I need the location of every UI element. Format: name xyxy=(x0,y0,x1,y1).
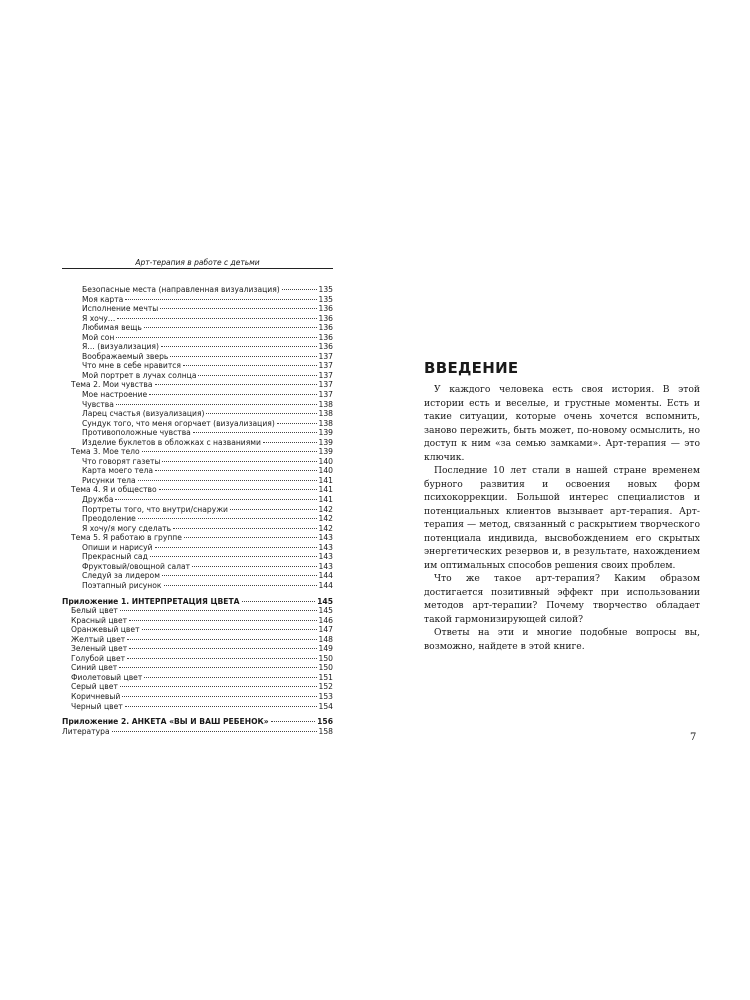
toc-entry-title: Приложение 2. АНКЕТА «ВЫ И ВАШ РЕБЕНОК» xyxy=(62,717,269,727)
toc-leader-dots xyxy=(122,696,316,697)
toc-leader-dots xyxy=(144,677,316,678)
toc-entry-title: Поэтапный рисунок xyxy=(82,580,162,590)
toc-entry xyxy=(62,597,333,607)
intro-paragraph-2: Последние 10 лет стали в нашей стране временем бурного развития и освоения новых форм психокоррекции. Большой интерес специалистов и потенциальных клиентов вызывает арт-терапия. Арт-терапия — метод, связанный с раскрытием творческого потенциала индивида, высвобождением его скрытых энергетических резервов и, в результате, нахождением им оптимальных способов решения своих проблем. xyxy=(424,465,700,571)
toc-entry xyxy=(62,663,333,673)
toc-entry-page: 136 xyxy=(318,304,333,314)
toc-entry xyxy=(62,419,333,429)
toc-leader-dots xyxy=(170,356,316,357)
toc-entry-page: 136 xyxy=(318,323,333,333)
toc-entry-page: 140 xyxy=(318,456,333,466)
toc-entry xyxy=(62,485,333,495)
toc-leader-dots xyxy=(155,470,316,471)
toc-entry-title: Воображаемый зверь xyxy=(82,351,169,361)
table-of-contents xyxy=(62,285,333,736)
toc-entry-page: 141 xyxy=(318,495,333,505)
toc-leader-dots xyxy=(184,537,317,538)
toc-entry-page: 154 xyxy=(318,701,333,711)
toc-entry xyxy=(62,682,333,692)
toc-entry xyxy=(62,495,333,505)
toc-entry xyxy=(62,727,333,737)
toc-leader-dots xyxy=(161,346,317,347)
toc-entry xyxy=(62,625,333,635)
toc-leader-dots xyxy=(129,620,316,621)
toc-entry-page: 148 xyxy=(318,634,333,644)
toc-entry xyxy=(62,644,333,654)
toc-entry-title: Следуй за лидером xyxy=(82,571,160,581)
toc-entry-title: Литература xyxy=(62,726,110,736)
toc-leader-dots xyxy=(198,375,316,376)
toc-entry-title: Тема 3. Мое тело xyxy=(71,447,140,457)
toc-entry-title: Фиолетовый цвет xyxy=(71,672,143,682)
toc-entry xyxy=(62,635,333,645)
toc-entry-title: Фруктовый/овощной салат xyxy=(82,561,191,571)
toc-leader-dots xyxy=(173,528,316,529)
toc-entry xyxy=(62,533,333,543)
toc-leader-dots xyxy=(193,432,317,433)
toc-entry-title: Исполнение мечты xyxy=(82,304,159,314)
toc-leader-dots xyxy=(149,394,316,395)
toc-entry-title: Тема 2. Мои чувства xyxy=(71,380,153,390)
toc-entry-page: 143 xyxy=(318,533,333,543)
toc-entry xyxy=(62,304,333,314)
toc-leader-dots xyxy=(282,289,317,290)
toc-entry-title: Красный цвет xyxy=(71,615,128,625)
toc-entry-title: Серый цвет xyxy=(71,682,118,692)
toc-entry xyxy=(62,702,333,712)
toc-entry-page: 137 xyxy=(318,390,333,400)
toc-leader-dots xyxy=(120,686,317,687)
toc-leader-dots xyxy=(138,480,317,481)
toc-leader-dots xyxy=(271,721,315,722)
toc-entry xyxy=(62,400,333,410)
toc-leader-dots xyxy=(160,308,316,309)
toc-entry-page: 149 xyxy=(318,644,333,654)
toc-leader-dots xyxy=(263,442,317,443)
toc-entry-page: 138 xyxy=(318,409,333,419)
toc-entry-title: Сундук того, что меня огорчает (визуализация) xyxy=(82,418,275,428)
toc-entry-page: 139 xyxy=(318,437,333,447)
toc-entry xyxy=(62,717,333,727)
toc-entry xyxy=(62,505,333,515)
toc-leader-dots xyxy=(142,629,317,630)
toc-entry-page: 143 xyxy=(318,561,333,571)
toc-entry-page: 144 xyxy=(318,580,333,590)
toc-entry-title: Оранжевый цвет xyxy=(71,625,140,635)
toc-entry-page: 136 xyxy=(318,313,333,323)
toc-entry-title: Изделие буклетов в обложках с названиями xyxy=(82,437,261,447)
toc-entry-page: 147 xyxy=(318,625,333,635)
toc-entry xyxy=(62,466,333,476)
toc-entry-page: 136 xyxy=(318,342,333,352)
toc-entry-page: 137 xyxy=(318,361,333,371)
toc-leader-dots xyxy=(112,731,317,732)
toc-entry-page: 140 xyxy=(318,466,333,476)
toc-entry-page: 139 xyxy=(318,447,333,457)
toc-entry xyxy=(62,428,333,438)
toc-entry-page: 137 xyxy=(318,380,333,390)
toc-entry-page: 143 xyxy=(318,542,333,552)
toc-entry-title: Прекрасный сад xyxy=(82,552,148,562)
toc-leader-dots xyxy=(155,384,317,385)
toc-leader-dots xyxy=(192,566,316,567)
toc-entry-page: 150 xyxy=(318,653,333,663)
toc-entry xyxy=(62,654,333,664)
toc-entry xyxy=(62,314,333,324)
toc-entry-title: Я… (визуализация) xyxy=(82,342,159,352)
toc-entry xyxy=(62,673,333,683)
toc-entry-title: Желтый цвет xyxy=(71,634,126,644)
toc-entry-page: 158 xyxy=(318,726,333,736)
toc-entry-title: Что говорят газеты xyxy=(82,456,161,466)
toc-entry-title: Карта моего тела xyxy=(82,466,154,476)
toc-entry-title: Мой портрет в лучах солнца xyxy=(82,370,197,380)
toc-leader-dots xyxy=(277,423,317,424)
toc-entry-title: Моя карта xyxy=(82,294,124,304)
toc-entry xyxy=(62,514,333,524)
toc-leader-dots xyxy=(164,585,317,586)
page-number: 7 xyxy=(690,732,697,743)
toc-entry xyxy=(62,581,333,591)
toc-entry-page: 138 xyxy=(318,399,333,409)
toc-leader-dots xyxy=(183,365,317,366)
toc-entry-title: Синий цвет xyxy=(71,663,118,673)
toc-entry-title: Дружба xyxy=(82,495,114,505)
toc-leader-dots xyxy=(142,451,317,452)
toc-entry-title: Противоположные чувства xyxy=(82,428,191,438)
left-page xyxy=(62,258,333,736)
toc-entry-page: 156 xyxy=(317,717,333,727)
toc-entry-page: 141 xyxy=(318,485,333,495)
toc-leader-dots xyxy=(125,299,316,300)
toc-leader-dots xyxy=(120,610,317,611)
toc-entry-title: Я хочу… xyxy=(82,313,116,323)
toc-entry-page: 151 xyxy=(318,672,333,682)
toc-leader-dots xyxy=(159,489,317,490)
toc-entry xyxy=(62,457,333,467)
toc-entry-title: Любимая вещь xyxy=(82,323,142,333)
toc-entry-title: Мое настроение xyxy=(82,390,148,400)
toc-entry-page: 142 xyxy=(318,523,333,533)
toc-entry-page: 143 xyxy=(318,552,333,562)
intro-paragraph-3: Что же такое арт-терапия? Каким образом достигается позитивный эффект при использовании методов арт-терапии? Почему творчество обладает такой гармонизирующей силой? xyxy=(424,573,700,625)
toc-entry-page: 150 xyxy=(318,663,333,673)
toc-entry-page: 146 xyxy=(318,615,333,625)
toc-leader-dots xyxy=(206,413,316,414)
toc-entry-title: Приложение 1. ИНТЕРПРЕТАЦИЯ ЦВЕТА xyxy=(62,596,240,606)
toc-entry-title: Зеленый цвет xyxy=(71,644,128,654)
toc-leader-dots xyxy=(117,318,316,319)
toc-entry-page: 144 xyxy=(318,571,333,581)
toc-entry-title: Портреты того, что внутри/снаружи xyxy=(82,504,228,514)
right-page xyxy=(424,353,700,653)
toc-entry-title: Тема 5. Я работаю в группе xyxy=(71,533,182,543)
toc-entry xyxy=(62,285,333,295)
toc-entry xyxy=(62,552,333,562)
toc-entry-title: Преодоление xyxy=(82,514,136,524)
toc-entry xyxy=(62,323,333,333)
toc-entry-page: 135 xyxy=(318,285,333,294)
toc-entry-page: 145 xyxy=(318,606,333,616)
running-head: Арт-терапия в работе с детьми xyxy=(62,258,333,269)
toc-entry xyxy=(62,295,333,305)
toc-leader-dots xyxy=(150,556,317,557)
toc-leader-dots xyxy=(138,518,317,519)
toc-entry-page: 141 xyxy=(318,475,333,485)
toc-leader-dots xyxy=(144,327,317,328)
toc-entry-title: Тема 4. Я и общество xyxy=(71,485,157,495)
toc-entry xyxy=(62,333,333,343)
toc-leader-dots xyxy=(127,658,316,659)
toc-entry xyxy=(62,447,333,457)
toc-entry xyxy=(62,562,333,572)
intro-paragraph-1: У каждого человека есть своя история. В этой истории есть и веселые, и грустные моменты. Есть и такие ситуации, которые очень хочется вспомнить, заново пережить, быть может, по-новому осмыслить, но доступ к ним «за семью замками». Арт-терапия — это ключик. xyxy=(424,384,700,463)
toc-entry xyxy=(62,524,333,534)
toc-entry-title: Голубой цвет xyxy=(71,653,126,663)
toc-entry-page: 142 xyxy=(318,504,333,514)
toc-entry xyxy=(62,616,333,626)
toc-entry-title: Опиши и нарисуй xyxy=(82,542,153,552)
toc-entry-title: Ларец счастья (визуализация) xyxy=(82,409,205,419)
toc-entry-page: 138 xyxy=(318,418,333,428)
toc-entry-title: Мой сон xyxy=(82,332,115,342)
toc-entry xyxy=(62,380,333,390)
toc-leader-dots xyxy=(115,499,316,500)
toc-entry xyxy=(62,361,333,371)
toc-leader-dots xyxy=(119,667,316,668)
toc-entry-page: 137 xyxy=(318,351,333,361)
toc-entry-title: Белый цвет xyxy=(71,606,118,616)
toc-entry-title: Черный цвет xyxy=(71,701,123,711)
toc-entry xyxy=(62,352,333,362)
toc-entry-page: 142 xyxy=(318,514,333,524)
toc-entry xyxy=(62,409,333,419)
toc-entry-page: 139 xyxy=(318,428,333,438)
toc-entry-page: 137 xyxy=(318,370,333,380)
toc-entry-title: Чувства xyxy=(82,399,114,409)
toc-entry-title: Что мне в себе нравится xyxy=(82,361,181,371)
toc-entry xyxy=(62,571,333,581)
toc-leader-dots xyxy=(242,601,316,602)
toc-leader-dots xyxy=(116,337,316,338)
toc-leader-dots xyxy=(162,575,317,576)
toc-leader-dots xyxy=(155,547,317,548)
toc-entry-page: 153 xyxy=(318,691,333,701)
toc-entry-title: Коричневый xyxy=(71,691,121,701)
toc-entry xyxy=(62,476,333,486)
toc-entry-page: 145 xyxy=(317,596,333,606)
toc-leader-dots xyxy=(116,404,317,405)
toc-entry-page: 152 xyxy=(318,682,333,692)
toc-entry xyxy=(62,543,333,553)
toc-entry-title: Безопасные места (направленная визуализация) xyxy=(82,285,280,294)
toc-entry xyxy=(62,390,333,400)
toc-leader-dots xyxy=(125,706,317,707)
toc-leader-dots xyxy=(127,639,316,640)
toc-leader-dots xyxy=(230,509,317,510)
intro-paragraph-4: Ответы на эти и многие подобные вопросы вы, возможно, найдете в этой книге. xyxy=(424,627,700,652)
toc-leader-dots xyxy=(129,648,316,649)
chapter-title: ВВЕДЕНИЕ xyxy=(424,359,519,377)
toc-entry xyxy=(62,692,333,702)
toc-leader-dots xyxy=(162,461,316,462)
toc-entry-page: 135 xyxy=(318,294,333,304)
toc-entry xyxy=(62,342,333,352)
toc-entry xyxy=(62,371,333,381)
toc-entry xyxy=(62,606,333,616)
toc-entry xyxy=(62,438,333,448)
toc-entry-title: Рисунки тела xyxy=(82,475,136,485)
toc-entry-title: Я хочу/я могу сделать xyxy=(82,523,172,533)
toc-entry-page: 136 xyxy=(318,332,333,342)
